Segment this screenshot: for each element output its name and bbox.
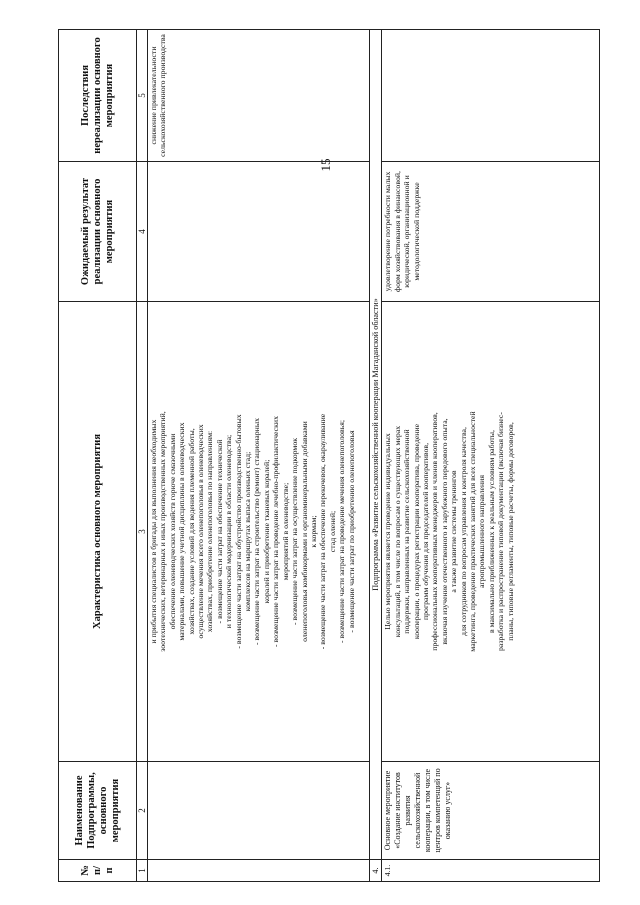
- text-line: в максимально приближенных к реальным условиям работы,: [486, 430, 496, 633]
- text-line: маркетинга, проведение практических занятий для всех специальностей: [468, 411, 478, 652]
- header-number: № п/п: [59, 860, 137, 882]
- text-line: осуществление мечения всего оленепоголовья в оленеводческих: [196, 424, 206, 639]
- text-line: - возмещение части затрат на обустройство производственно-бытовых: [233, 414, 243, 649]
- text-line: и прибытия специалистов в бригады для выполнения необходимых: [149, 419, 158, 644]
- header-characteristic: Характеристика основного мероприятия: [59, 302, 137, 762]
- rotated-table-container: [58, 30, 618, 882]
- measures-table: [58, 29, 600, 882]
- column-number-row: [137, 30, 148, 882]
- header-consequences: Последствия нереализации основного мероприятия: [59, 30, 137, 162]
- text-line: - возмещение части затрат на проведение лечебно-профилактических: [271, 416, 281, 647]
- row-number: 4.1.: [382, 860, 600, 882]
- section-row: [370, 30, 382, 882]
- text-line: обеспечение оленеводческих хозяйств горюче смазочными: [167, 433, 177, 630]
- header-name: Наименование Подпрограммы, основного мероприятия: [59, 762, 137, 860]
- table-row-4-1: [382, 30, 600, 882]
- text-line: зоотехнических, ветеринарных и иных производственных мероприятий,: [158, 411, 168, 652]
- column-number: 1: [137, 860, 148, 882]
- document-sheet: [58, 30, 618, 882]
- text-line: программ обучения для председателей кооперативов,: [421, 442, 431, 621]
- table-row-continued: [148, 30, 370, 882]
- consequences-cell: снижение привлекательности сельскохозяйственного производства: [148, 30, 370, 162]
- text-line: консультаций, в том числе по вопросам о существующих мерах: [392, 425, 402, 638]
- text-line: планы, типовые регламенты, типовые расчеты, формы договоров,: [505, 422, 515, 641]
- text-line: стад оленей;: [327, 510, 337, 553]
- text-line: поддержки, направленных на развитие сельскохозяйственной: [402, 429, 412, 634]
- text-line: комплексов на маршрутах выпаса оленьих стад;: [243, 451, 253, 612]
- text-line: хозяйствах, создание условий для ведения племенной работы,: [186, 428, 196, 635]
- section-title: Подпрограмма «Развитие сельскохозяйственной кооперации Магаданской области»: [370, 30, 382, 860]
- text-line: разработка и распространение типовой документации (включая бизнес-: [496, 412, 506, 652]
- header-expected-result: Ожидаемый результат реализации основного мероприятия: [59, 162, 137, 302]
- text-line: - возмещение части затрат по приобретению оленепоголовья: [346, 430, 356, 633]
- characteristic-cell: [382, 302, 600, 762]
- text-line: коралей и приобретение тканевых коралей;: [261, 459, 271, 604]
- section-number: 4.: [370, 860, 382, 882]
- text-line: хозяйствах, приобретение оленепоголовья по направлениям:: [205, 430, 215, 633]
- text-line: для сотрудников по вопросам управления и контроля качества,: [458, 427, 468, 636]
- text-line: Целью мероприятия является проведение индивидуальных: [383, 433, 393, 630]
- table-header-row: [59, 30, 137, 882]
- column-number: 2: [137, 762, 148, 860]
- text-line: материалами, повышение учетной дисциплины в оленеводческих: [177, 422, 187, 641]
- measure-name-cell: Основное мероприятие «Создание институтов развития сельскохозяйственной кооперации, в том числе центров компетенций по оказанию услуг»: [382, 762, 600, 860]
- expected-result-cell: удовлетворение потребности малых форм хозяйствования в финансовой, юридической, организационной и методологической поддержке: [382, 162, 600, 302]
- text-line: - возмещение части затрат на проведение мечения оленепоголовья;: [337, 420, 347, 644]
- column-number: 4: [137, 162, 148, 302]
- text-line: а также развитие системы тренингов: [449, 470, 459, 593]
- text-line: профессиональных кооперативных менеджеров и членов кооперативов,: [430, 412, 440, 651]
- column-number: 3: [137, 302, 148, 762]
- text-line: - возмещение части затрат на осуществление подкормок: [290, 437, 300, 626]
- text-line: - возмещение части затрат на обеспечение перекочевок, окарауливание: [318, 413, 328, 650]
- text-line: к кормам;: [308, 515, 318, 548]
- column-number: 5: [137, 30, 148, 162]
- text-line: включая изучение отечественного и зарубежного передового опыта,: [439, 418, 449, 645]
- page-number: 15: [318, 158, 333, 172]
- text-line: - возмещение части затрат на обеспечение технической: [214, 439, 224, 624]
- text-line: и технологической модернизации в области оленеводства;: [224, 434, 234, 629]
- text-line: кооперации, о процедурах регистрации кооператива, проведение: [411, 423, 421, 640]
- text-line: оленепоголовья комбикормами и органоминеральными добавками: [299, 421, 309, 642]
- text-line: - возмещение части затрат на строительство (ремонт) стационарных: [252, 418, 262, 645]
- text-line: мероприятий в оленеводстве;: [280, 482, 290, 581]
- characteristic-cell: [148, 302, 370, 762]
- text-line: агропромышленного направления: [477, 475, 487, 588]
